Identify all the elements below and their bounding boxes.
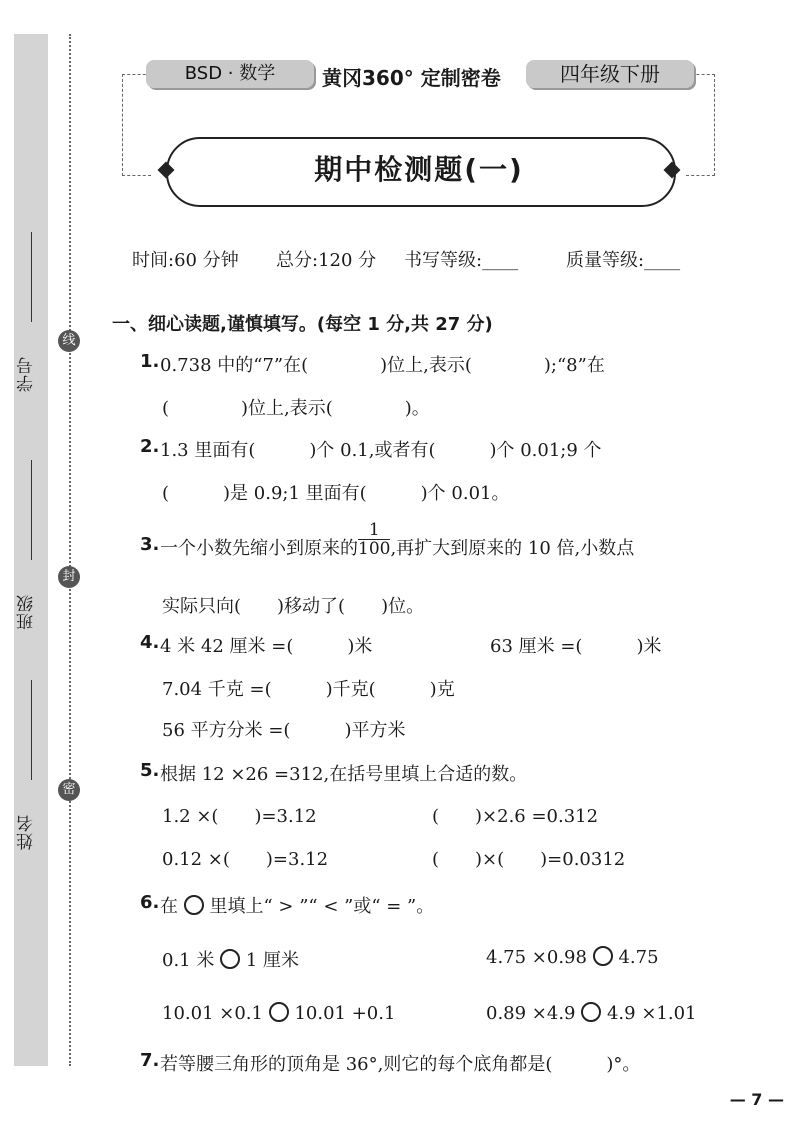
class-label: 班级 — [17, 594, 37, 630]
seal-secret-mark: 密 — [58, 779, 80, 801]
name-label: 姓名 — [17, 814, 37, 850]
q4-d: 56 平方分米 =( )平方米 — [162, 720, 406, 741]
q6-d — [486, 1002, 697, 1024]
q6-stem-post: 里填上“ > ”“ < ”或“ = ”。 — [209, 896, 435, 917]
q6-a-right: 1 厘米 — [245, 950, 300, 971]
q6-stem-pre: 在 — [160, 896, 178, 917]
q5-number: 5. — [140, 760, 160, 781]
time-info: 时间:60 分钟 — [132, 250, 239, 271]
q3-pre: 一个小数先缩小到原来的 — [160, 538, 358, 559]
seal-seal-mark: 封 — [58, 566, 80, 588]
q5-b: ( )×2.6 =0.312 — [432, 806, 599, 827]
q2-line1: 1.3 里面有( )个 0.1,或者有( )个 0.01;9 个 — [160, 440, 602, 461]
section-heading: 一、细心读题,谨慎填写。(每空 1 分,共 27 分) — [112, 314, 493, 335]
q1-line1: 0.738 中的“7”在( )位上,表示( );“8”在 — [160, 355, 605, 376]
header-bracket-left — [122, 74, 151, 176]
q7-text: 若等腰三角形的顶角是 36°,则它的每个底角都是( )°。 — [160, 1054, 641, 1075]
q2-number: 2. — [140, 436, 160, 457]
writing-grade-info: 书写等级:____ — [404, 250, 519, 271]
grade-pill: 四年级下册 — [526, 60, 694, 88]
quality-grade-info: 质量等级:____ — [566, 250, 681, 271]
name-line — [31, 680, 32, 780]
q5-stem: 根据 12 ×26 =312,在括号里填上合适的数。 — [160, 764, 528, 785]
q3-number: 3. — [140, 534, 160, 555]
q6-d-answer-circle[interactable] — [581, 1002, 601, 1022]
q6-number: 6. — [140, 892, 160, 913]
q6-b-left: 4.75 ×0.98 — [486, 947, 587, 968]
q2-line2: ( )是 0.9;1 里面有( )个 0.01。 — [162, 483, 510, 504]
q6-b-answer-circle[interactable] — [593, 946, 613, 966]
subject-pill: BSD · 数学 — [146, 60, 314, 88]
student-id-label: 学号 — [17, 356, 37, 392]
q4-b: 63 厘米 =( )米 — [490, 636, 662, 657]
page-title: 期中检测题(一) — [314, 153, 524, 186]
q6-b-right: 4.75 — [618, 947, 659, 968]
q6-d-left: 0.89 ×4.9 — [486, 1003, 576, 1024]
compare-circle-icon — [184, 895, 204, 915]
q6-c-left: 10.01 ×0.1 — [162, 1003, 263, 1024]
q3-post: ,再扩大到原来的 10 倍,小数点 — [390, 538, 635, 559]
q6-a-answer-circle[interactable] — [220, 949, 240, 969]
class-line — [31, 460, 32, 560]
q4-number: 4. — [140, 632, 160, 653]
q6-b — [486, 946, 659, 968]
cut-line — [69, 34, 71, 1066]
q4-a: 4 米 42 厘米 =( )米 — [160, 636, 373, 657]
q5-d: ( )×( )=0.0312 — [432, 849, 626, 870]
q3-fraction — [358, 521, 390, 558]
q3-frac-den: 100 — [358, 538, 391, 559]
q6-c-answer-circle[interactable] — [269, 1002, 289, 1022]
q4-c: 7.04 千克 =( )千克( )克 — [162, 679, 455, 700]
q5-a: 1.2 ×( )=3.12 — [162, 806, 317, 827]
header-bracket-right — [686, 74, 715, 176]
student-id-line — [31, 232, 32, 322]
q3-frac-num: 1 — [358, 521, 390, 540]
total-score-info: 总分:120 分 — [276, 250, 377, 271]
q1-line2: ( )位上,表示( )。 — [162, 398, 430, 419]
q6-c — [162, 1002, 395, 1024]
page-number: — 7 — — [729, 1090, 784, 1109]
q3-line1 — [160, 519, 635, 560]
seal-line-mark: 线 — [58, 330, 80, 352]
q1-number: 1. — [140, 351, 160, 372]
q6-c-right: 10.01 +0.1 — [294, 1003, 396, 1024]
q3-line2: 实际只向( )移动了( )位。 — [162, 596, 425, 617]
q6-a-left: 0.1 米 — [162, 950, 215, 971]
q6-stem — [160, 892, 434, 918]
q6-a — [162, 946, 299, 972]
q6-d-right: 4.9 ×1.01 — [606, 1003, 697, 1024]
q5-c: 0.12 ×( )=3.12 — [162, 849, 329, 870]
series-name: 黄冈360° 定制密卷 — [322, 66, 501, 90]
q7-number: 7. — [140, 1050, 160, 1071]
